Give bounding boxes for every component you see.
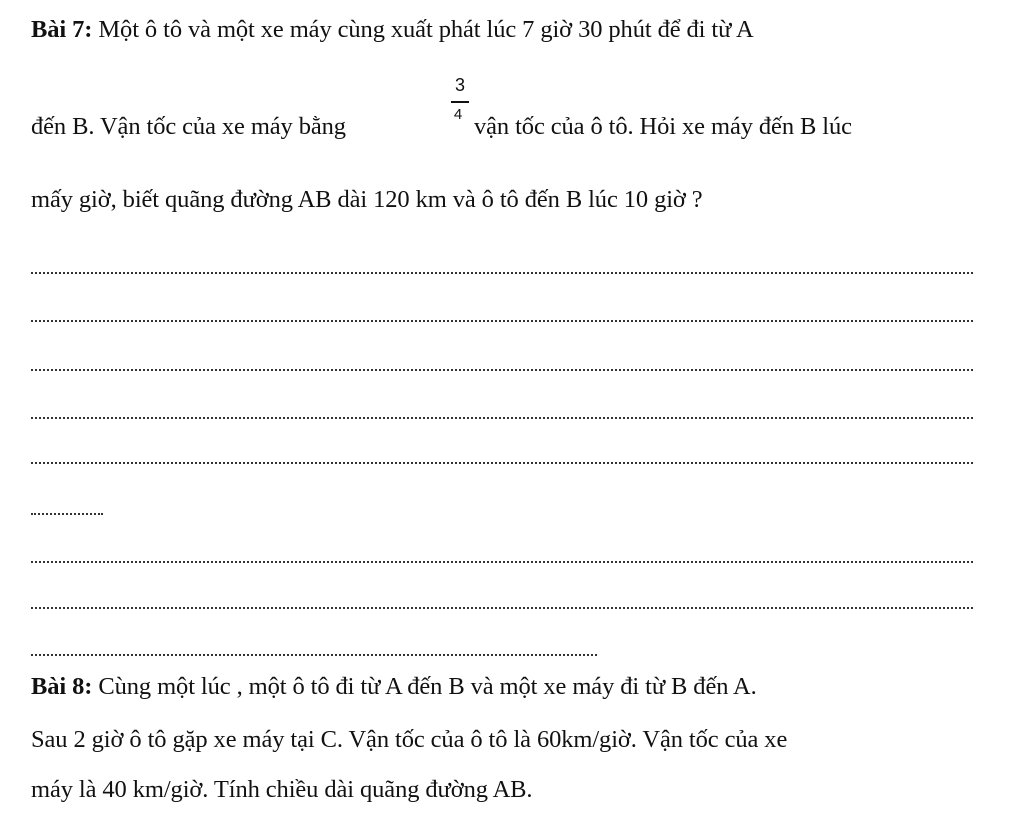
problem-8-text-3: máy là 40 km/giờ. Tính chiều dài quãng đường AB. [31,776,533,803]
fraction-bar [451,101,469,103]
problem-8-text-1: Cùng một lúc , một ô tô đi từ A đến B và một xe máy đi từ B đến A. [92,673,757,700]
problem-8-line-3 [31,776,532,804]
problem-7-text-2b: vận tốc của ô tô. Hỏi xe máy đến B lúc [474,113,852,140]
answer-line-4 [31,417,973,419]
answer-line-9 [31,654,597,656]
problem-7-label: Bài 7: [31,16,93,43]
answer-line-2 [31,320,973,322]
answer-line-5 [31,462,973,464]
problem-7-line-1 [31,16,754,44]
problem-7-line-2-continued [474,113,852,141]
answer-line-7 [31,561,973,563]
problem-8-line-2 [31,726,787,754]
problem-7-text-2a: đến B. Vận tốc của xe máy bằng [31,113,346,140]
fraction-denominator: 4 [453,106,463,123]
answer-line-8 [31,607,973,609]
answer-line-3 [31,369,973,371]
fraction-numerator: 3 [454,75,465,95]
problem-7-text-3: mấy giờ, biết quãng đường AB dài 120 km và ô tô đến B lúc 10 giờ ? [31,186,703,213]
problem-7-line-3 [31,186,703,214]
problem-7-line-2 [31,113,346,141]
problem-8-label: Bài 8: [31,673,93,700]
problem-8-line-1 [31,673,757,701]
problem-8-text-2: Sau 2 giờ ô tô gặp xe máy tại C. Vận tốc của ô tô là 60km/giờ. Vận tốc của xe [31,726,788,753]
problem-7-text-1: Một ô tô và một xe máy cùng xuất phát lúc 7 giờ 30 phút để đi từ A [92,16,754,43]
answer-line-6 [31,513,103,515]
answer-line-1 [31,272,973,274]
